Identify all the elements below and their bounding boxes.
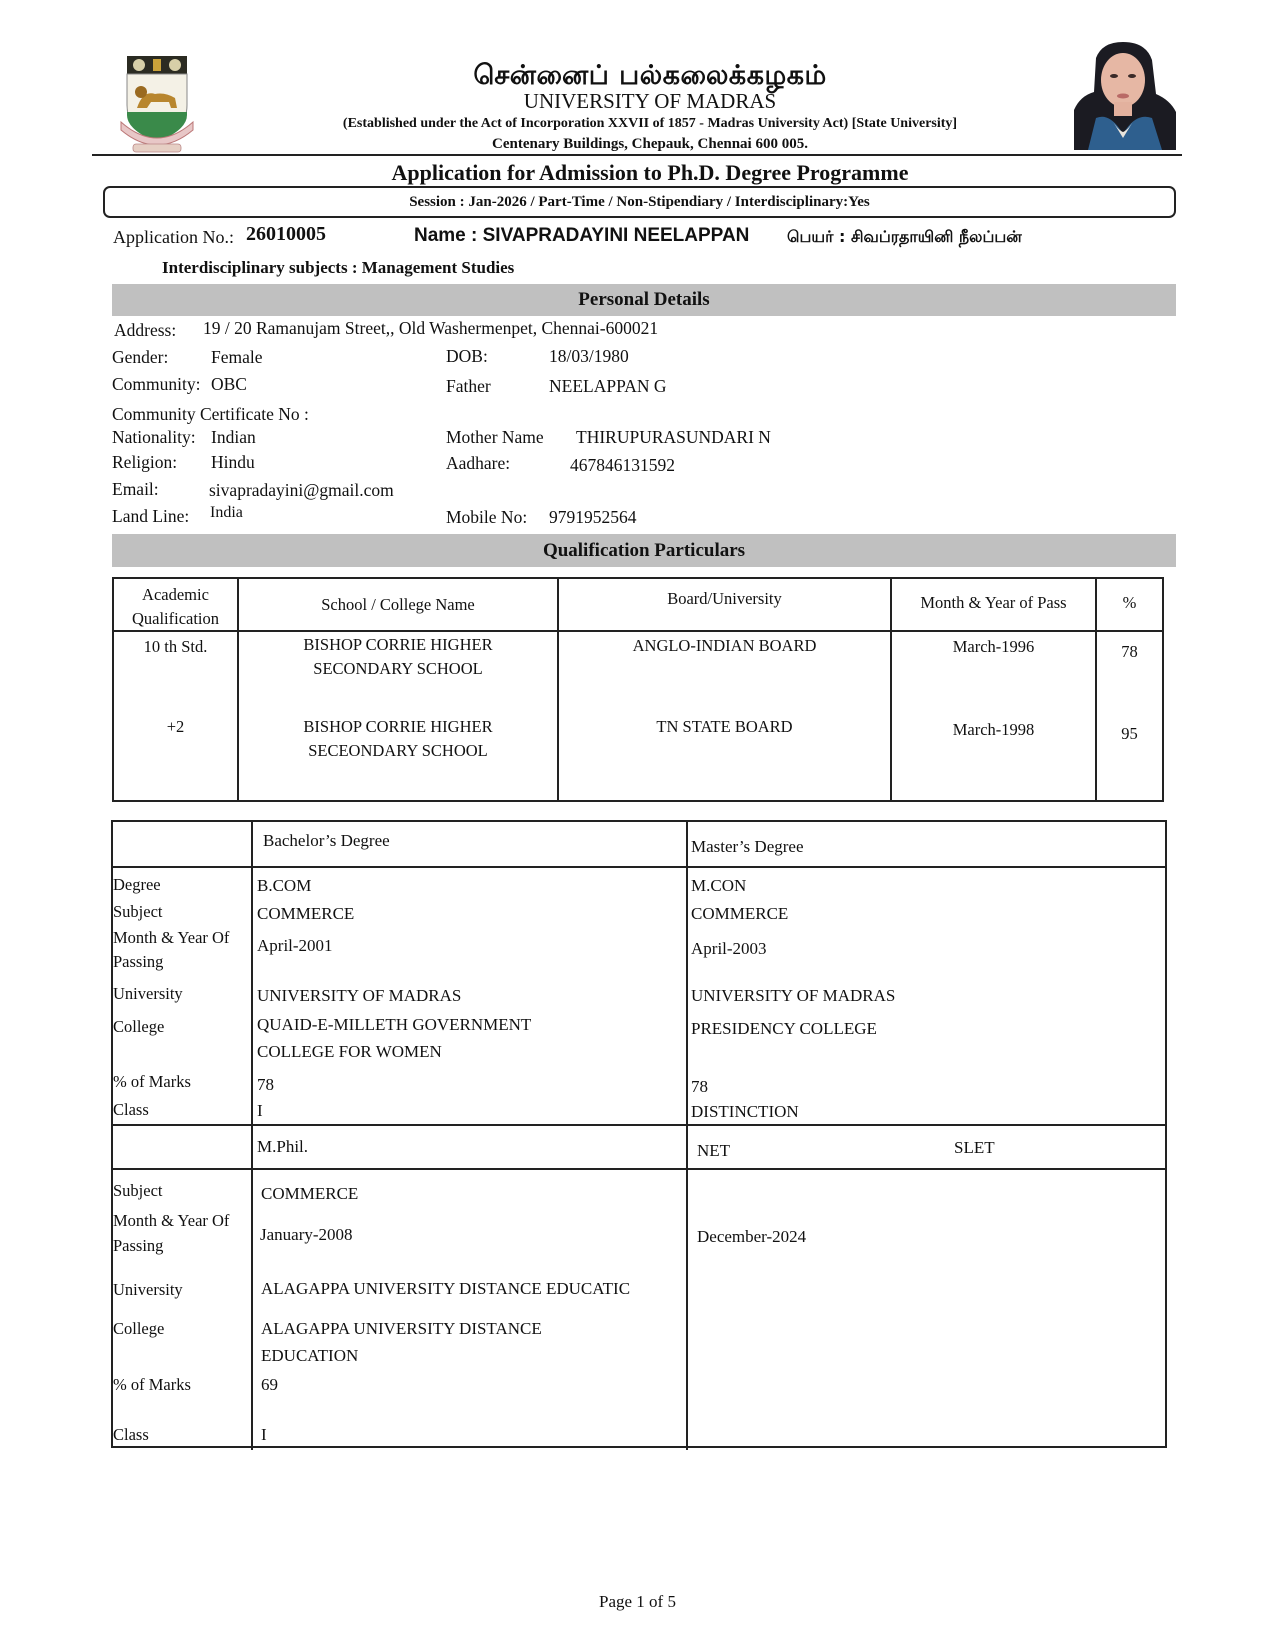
university-address: Centenary Buildings, Chepauk, Chennai 600 005. — [492, 136, 808, 152]
bachelor-month-year: April-2001 — [257, 936, 333, 955]
mphil-marks: 69 — [261, 1375, 278, 1394]
mobile-label: Mobile No: — [446, 507, 528, 527]
month-year-label-line2: Passing — [113, 1236, 164, 1255]
religion-label: Religion: — [112, 452, 178, 472]
bachelor-marks: 78 — [257, 1075, 274, 1094]
month-year-label-line1: Month & Year Of — [113, 928, 230, 947]
mphil-header: M.Phil. — [257, 1137, 309, 1156]
qualification-cell: 10 th Std. — [143, 637, 208, 656]
mphil-college-line2: EDUCATION — [261, 1346, 359, 1365]
application-number: 26010005 — [246, 223, 326, 245]
university-title: UNIVERSITY OF MADRAS — [523, 89, 777, 113]
dob-label: DOB: — [446, 346, 488, 366]
father-value: NEELAPPAN G — [549, 376, 667, 396]
community-certificate-label: Community Certificate No : — [112, 404, 309, 424]
master-degree: M.CON — [691, 876, 747, 895]
month-year-cell: March-1998 — [952, 720, 1035, 739]
school-cell-line1: BISHOP CORRIE HIGHER — [303, 717, 493, 736]
bachelor-university: UNIVERSITY OF MADRAS — [257, 986, 462, 1005]
slet-header: SLET — [954, 1138, 995, 1157]
column-header-school: School / College Name — [321, 595, 475, 614]
bachelor-college-line1: QUAID-E-MILLETH GOVERNMENT — [257, 1015, 532, 1034]
session-banner — [103, 186, 1176, 218]
school-qualification-table — [112, 577, 1164, 802]
email-value: sivapradayini@gmail.com — [209, 480, 394, 500]
mphil-university: ALAGAPPA UNIVERSITY DISTANCE EDUCATIC — [261, 1279, 631, 1298]
landline-value: India — [210, 504, 243, 521]
gender-value: Female — [211, 347, 263, 367]
mobile-value: 9791952564 — [549, 507, 637, 527]
class-label: Class — [113, 1100, 149, 1119]
column-divider — [686, 822, 688, 1450]
net-header: NET — [697, 1141, 731, 1160]
applicant-photo — [1066, 38, 1180, 150]
bachelor-class: I — [257, 1101, 263, 1120]
establishment-note: (Established under the Act of Incorporation XXVII of 1857 - Madras University Act) [State University] — [342, 116, 958, 131]
school-cell-line2: SECONDARY SCHOOL — [313, 659, 483, 678]
column-divider — [251, 822, 253, 1450]
nationality-value: Indian — [211, 427, 256, 447]
marks-label: % of Marks — [113, 1375, 191, 1394]
column-header-percent: % — [1122, 593, 1137, 612]
address-value: 19 / 20 Ramanujam Street,, Old Washermenpet, Chennai-600021 — [203, 318, 659, 338]
university-crest-icon — [117, 50, 197, 158]
month-year-cell: March-1996 — [952, 637, 1035, 656]
email-label: Email: — [112, 479, 159, 499]
column-header-month-year: Month & Year of Pass — [920, 593, 1067, 612]
university-tamil-title: சென்னைப் பல்கலைக்கழகம் — [473, 60, 827, 91]
subject-label: Subject — [113, 1181, 163, 1200]
school-cell-line1: BISHOP CORRIE HIGHER — [303, 635, 493, 654]
bachelor-degree: B.COM — [257, 876, 312, 895]
header-divider — [114, 630, 1162, 632]
mother-value: THIRUPURASUNDARI N — [576, 427, 771, 447]
section-header-qualification: Qualification Particulars — [112, 534, 1176, 567]
board-cell: ANGLO-INDIAN BOARD — [632, 636, 817, 655]
religion-value: Hindu — [211, 452, 255, 472]
degree-details-table — [111, 820, 1167, 1448]
aadhar-value: 467846131592 — [570, 455, 675, 475]
college-label: College — [113, 1017, 165, 1036]
interdisciplinary-subjects: Interdisciplinary subjects : Management Studies — [162, 258, 515, 277]
board-cell: TN STATE BOARD — [656, 717, 793, 736]
class-label: Class — [113, 1425, 149, 1444]
percent-cell: 95 — [1121, 724, 1138, 743]
master-degree-header: Master’s Degree — [691, 837, 804, 856]
community-value: OBC — [211, 374, 247, 394]
section-header-personal-details: Personal Details — [112, 284, 1176, 316]
row-divider — [113, 866, 1165, 868]
gender-label: Gender: — [112, 347, 169, 367]
column-header-board: Board/University — [667, 589, 782, 608]
bachelor-college-line2: COLLEGE FOR WOMEN — [257, 1042, 442, 1061]
column-divider — [557, 579, 559, 800]
mphil-month-year: January-2008 — [260, 1225, 353, 1244]
nationality-label: Nationality: — [112, 427, 196, 447]
percent-cell: 78 — [1121, 642, 1138, 661]
father-label: Father — [446, 376, 491, 396]
college-label: College — [113, 1319, 165, 1338]
mother-label: Mother Name — [446, 427, 544, 447]
page-number: Page 1 of 5 — [599, 1592, 676, 1611]
application-number-label: Application No.: — [113, 227, 234, 247]
header-divider — [92, 154, 1182, 156]
month-year-label-line1: Month & Year Of — [113, 1211, 230, 1230]
mphil-class: I — [261, 1425, 267, 1444]
row-divider — [113, 1124, 1165, 1126]
column-header-qualification: Academic Qualification — [131, 585, 220, 628]
master-class: DISTINCTION — [691, 1102, 799, 1121]
bachelor-degree-header: Bachelor’s Degree — [263, 831, 390, 850]
session-text: Session : Jan-2026 / Part-Time / Non-Stipendiary / Interdisciplinary:Yes — [409, 193, 870, 210]
master-university: UNIVERSITY OF MADRAS — [691, 986, 896, 1005]
community-label: Community: — [112, 374, 201, 394]
subject-label: Subject — [113, 902, 163, 921]
master-college: PRESIDENCY COLLEGE — [691, 1019, 877, 1038]
mphil-subject: COMMERCE — [261, 1184, 359, 1203]
landline-label: Land Line: — [112, 506, 190, 526]
applicant-tamil-name: பெயர் : சிவப்ரதாயினி நீலப்பன் — [787, 227, 1022, 246]
row-divider — [113, 1168, 1165, 1170]
master-subject: COMMERCE — [691, 904, 789, 923]
mphil-college-line1: ALAGAPPA UNIVERSITY DISTANCE — [261, 1319, 542, 1338]
net-month-year: December-2024 — [697, 1227, 807, 1246]
master-marks: 78 — [691, 1077, 708, 1096]
master-month-year: April-2003 — [691, 939, 767, 958]
university-label: University — [113, 984, 183, 1003]
university-label: University — [113, 1280, 183, 1299]
degree-label: Degree — [113, 875, 161, 894]
month-year-label-line2: Passing — [113, 952, 164, 971]
school-cell-line2: SECEONDARY SCHOOL — [308, 741, 488, 760]
applicant-name: Name : SIVAPRADAYINI NEELAPPAN — [414, 225, 750, 246]
address-label: Address: — [114, 320, 177, 340]
aadhar-label: Aadhare: — [446, 453, 511, 473]
qualification-cell: +2 — [166, 717, 185, 736]
application-title: Application for Admission to Ph.D. Degree Programme — [391, 160, 909, 185]
bachelor-subject: COMMERCE — [257, 904, 355, 923]
dob-value: 18/03/1980 — [549, 346, 629, 366]
marks-label: % of Marks — [113, 1072, 191, 1091]
